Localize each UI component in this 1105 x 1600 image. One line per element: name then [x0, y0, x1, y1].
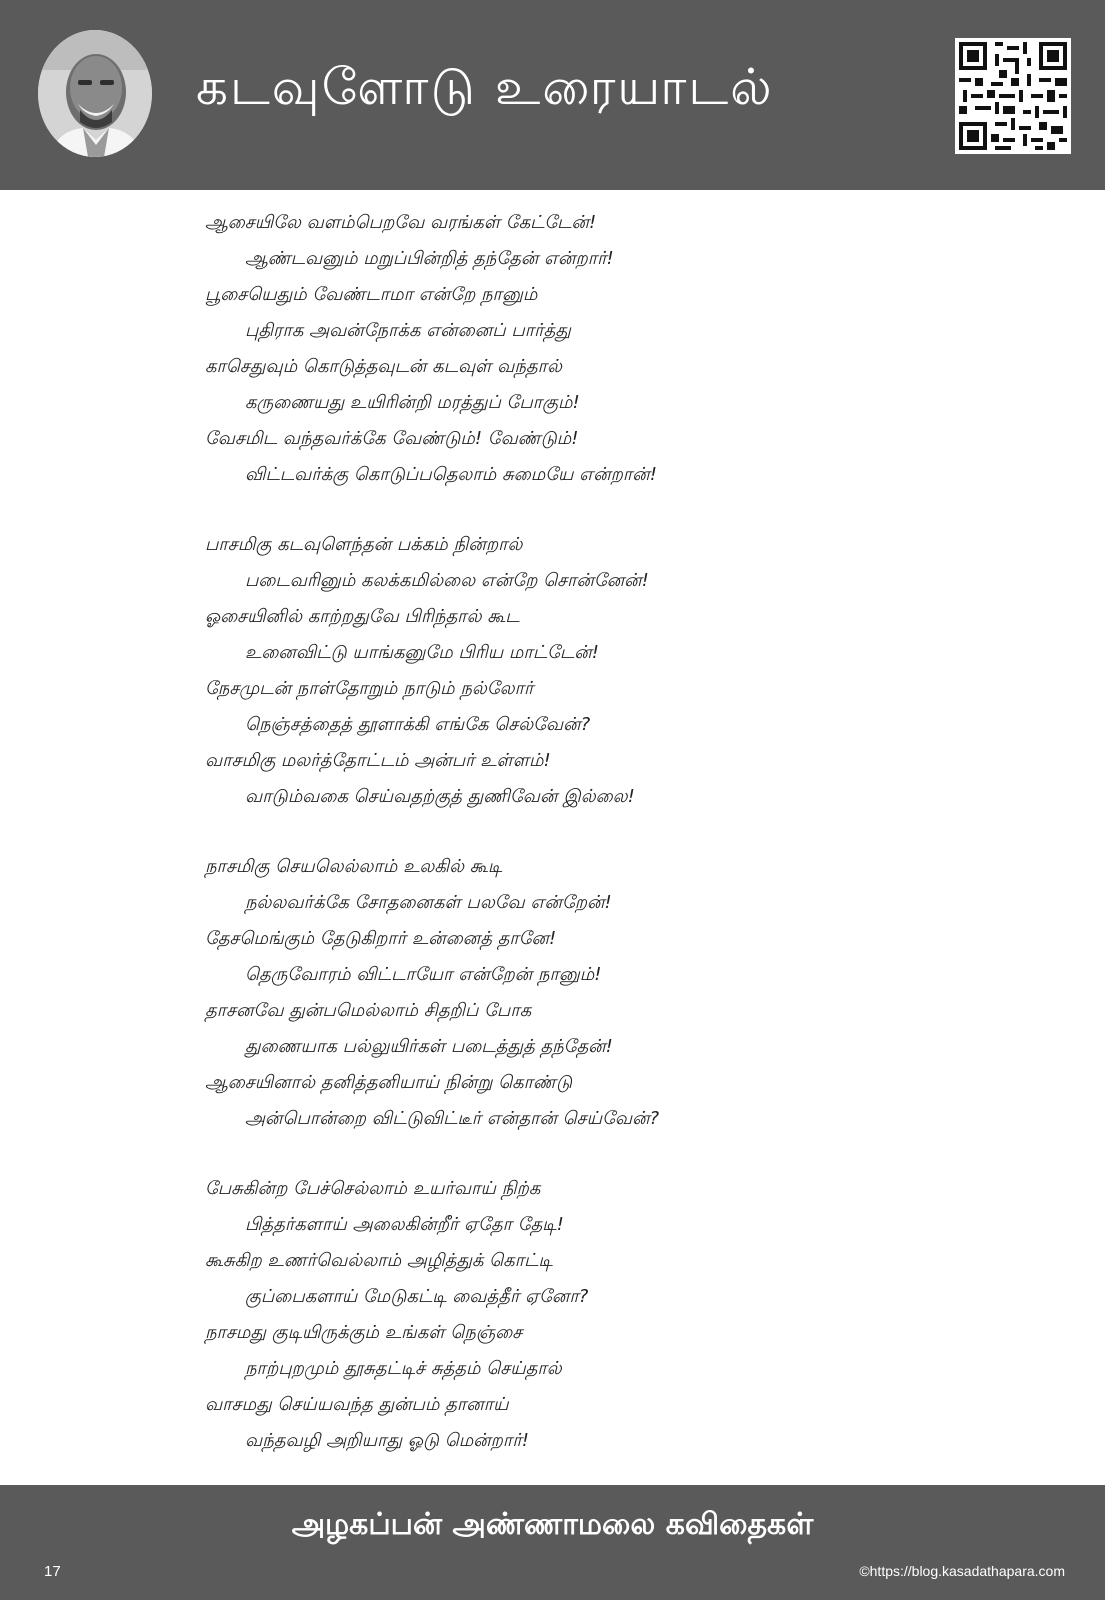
poem-line: பேசுகின்ற பேச்செல்லாம் உயர்வாய் நிற்க — [205, 1178, 541, 1199]
poem-line: வாசமது செய்யவந்த துன்பம் தானாய் — [205, 1394, 509, 1415]
poem-line: நாசமது குடியிருக்கும் உங்கள் நெஞ்சை — [205, 1322, 523, 1343]
poem-line: கூசுகிற உணர்வெல்லாம் அழித்துக் கொட்டி — [205, 1250, 553, 1271]
poem-line: நெஞ்சத்தைத் தூளாக்கி எங்கே செல்வேன்? — [245, 714, 591, 735]
poem-body — [205, 205, 1005, 1459]
poem-line: விட்டவர்க்கு கொடுப்பதெலாம் சுமையே என்றான்! — [245, 464, 657, 485]
poem-line: ஆண்டவனும் மறுப்பின்றித் தந்தேன் என்றார்! — [245, 248, 614, 269]
stanza — [205, 849, 1005, 1137]
poem-line: தெருவோரம் விட்டாயோ என்றேன் நானும்! — [245, 964, 602, 985]
poem-line: ஓசையினில் காற்றதுவே பிரிந்தால் கூட — [205, 606, 520, 627]
page-header — [0, 0, 1105, 190]
stanza — [205, 1171, 1005, 1459]
poem-line: துணையாக பல்லுயிர்கள் படைத்துத் தந்தேன்! — [245, 1036, 613, 1057]
poem-line: பித்தர்களாய் அலைகின்றீர் ஏதோ தேடி! — [245, 1214, 564, 1235]
stanza — [205, 205, 1005, 493]
copyright-link[interactable]: ©https://blog.kasadathapara.com — [859, 1563, 1065, 1579]
poem-line: தேசமெங்கும் தேடுகிறார் உன்னைத் தானே! — [205, 928, 557, 949]
stanza-spacer — [205, 493, 1005, 527]
poem-line: அன்பொன்றை விட்டுவிட்டீர் என்தான் செய்வேன்? — [245, 1108, 660, 1129]
page-footer — [0, 1485, 1105, 1600]
stanza-spacer — [205, 1137, 1005, 1171]
poem-line: கருணையது உயிரின்றி மரத்துப் போகும்! — [245, 392, 580, 413]
poem-line: வேசமிட வந்தவர்க்கே வேண்டும்! வேண்டும்! — [205, 428, 579, 449]
poem-line: நேசமுடன் நாள்தோறும் நாடும் நல்லோர் — [205, 678, 534, 699]
poem-line: புதிராக அவன்நோக்க என்னைப் பார்த்து — [245, 320, 571, 341]
poem-line: ஆசையிலே வளம்பெறவே வரங்கள் கேட்டேன்! — [205, 212, 597, 233]
poem-line: படைவரினும் கலக்கமில்லை என்றே சொன்னேன்! — [245, 570, 649, 591]
stanza-spacer — [205, 815, 1005, 849]
poem-line: நாற்புறமும் தூசுதட்டிச் சுத்தம் செய்தால் — [245, 1358, 562, 1379]
poem-line: தாசனவே துன்பமெல்லாம் சிதறிப் போக — [205, 1000, 532, 1021]
stanza — [205, 527, 1005, 815]
poem-line: வந்தவழி அறியாது ஓடு மென்றார்! — [245, 1430, 529, 1451]
poem-line: காசெதுவும் கொடுத்தவுடன் கடவுள் வந்தால் — [205, 356, 562, 377]
poem-line: உனைவிட்டு யாங்கனுமே பிரிய மாட்டேன்! — [245, 642, 599, 663]
poem-line: குப்பைகளாய் மேடுகட்டி வைத்தீர் ஏனோ? — [245, 1286, 589, 1307]
poem-line: பாசமிகு கடவுளெந்தன் பக்கம் நின்றால் — [205, 534, 523, 555]
poem-line: ஆசையினால் தனித்தனியாய் நின்று கொண்டு — [205, 1072, 573, 1093]
poem-line: வாசமிகு மலர்த்தோட்டம் அன்பர் உள்ளம்! — [205, 750, 551, 771]
poem-line: பூசையெதும் வேண்டாமா என்றே நானும் — [205, 284, 538, 305]
poem-line: நல்லவர்க்கே சோதனைகள் பலவே என்றேன்! — [245, 892, 612, 913]
page-number: 17 — [44, 1563, 61, 1580]
author-portrait-icon — [38, 30, 152, 157]
book-title: அழகப்பன் அண்ணாமலை கவிதைகள் — [291, 1507, 814, 1542]
poem-line: வாடும்வகை செய்வதற்குத் துணிவேன் இல்லை! — [245, 786, 635, 807]
qr-code-icon — [955, 38, 1071, 154]
poem-line: நாசமிகு செயலெல்லாம் உலகில் கூடி — [205, 856, 503, 877]
page-title: கடவுளோடு உரையாடல் — [196, 58, 774, 116]
